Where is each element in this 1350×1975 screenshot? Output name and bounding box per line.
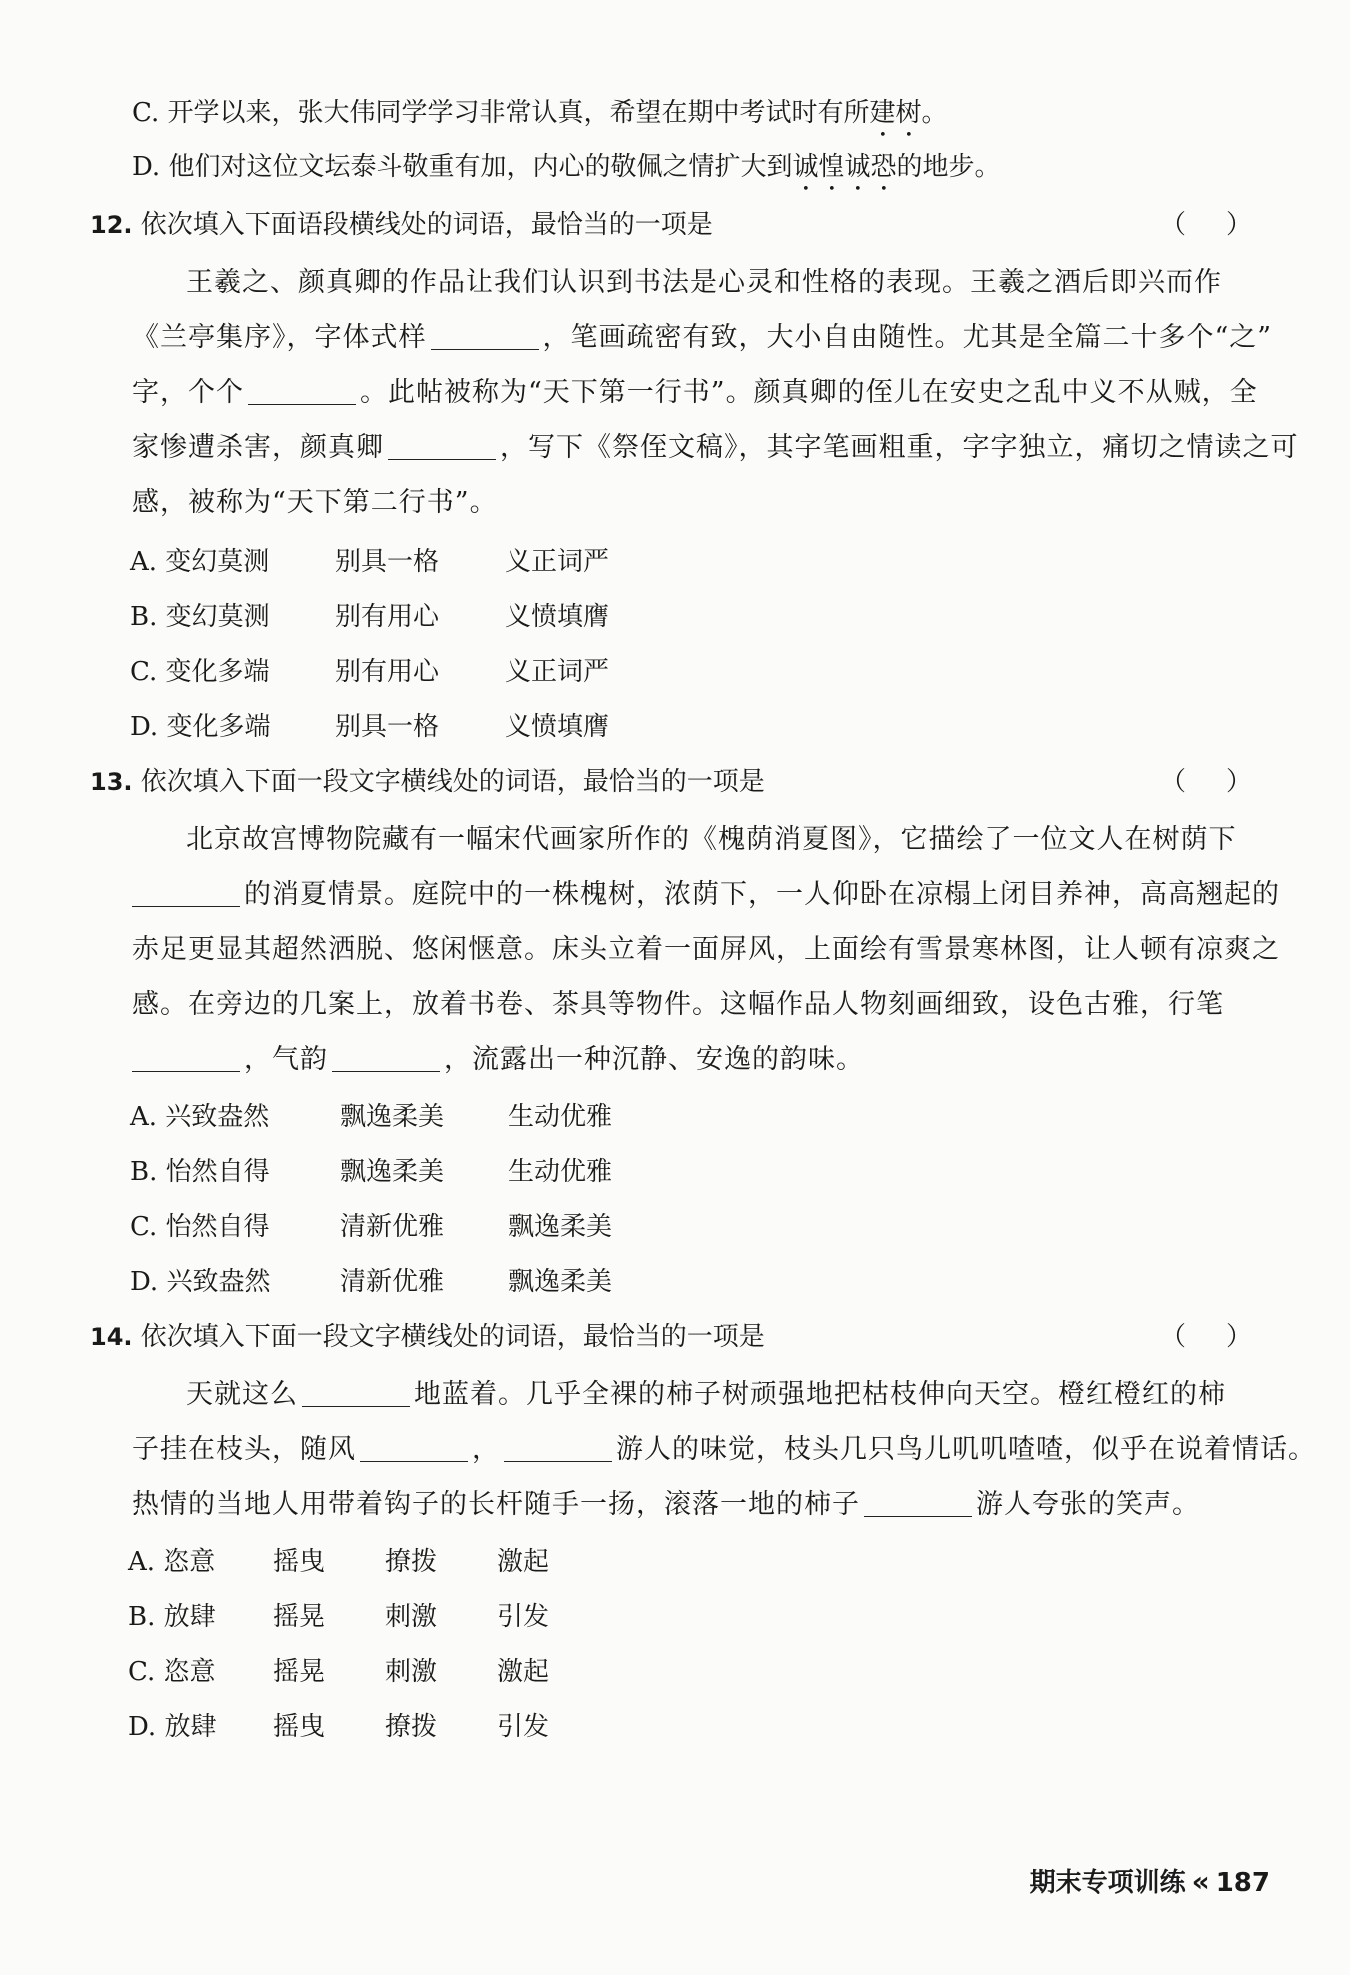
fill-blank[interactable] [431,323,539,350]
text: 字，个个 [132,377,244,408]
option-d[interactable] [128,1710,549,1744]
text: ，流露出一种沉静、安逸的韵味。 [444,1044,864,1075]
text: 。此帖被称为“天下第一行书”。颜真卿的侄儿在安史之乱中义不从贼，全 [360,377,1258,408]
option-text: C. 开学以来，张大伟同学学习非常认真，希望在期中考试时有所 [132,98,870,128]
option-a[interactable] [130,545,609,579]
text: 家惨遭杀害，颜真卿 [132,432,384,463]
text: 游人夸张的笑声。 [976,1489,1200,1520]
option-word: 飘逸柔美 [340,1157,445,1187]
option-a[interactable] [130,1100,612,1134]
option-word: 飘逸柔美 [508,1212,613,1242]
fill-blank[interactable] [864,1490,972,1517]
option-word: C. 怡然自得 [130,1212,270,1242]
option-d[interactable] [130,710,609,744]
fill-blank[interactable] [132,1045,240,1072]
option-b[interactable] [130,600,609,634]
option-word: 刺激 [385,1657,438,1687]
double-chevron-icon: « [1191,1865,1210,1898]
option-text-end: 的地步。 [896,152,1001,182]
option-word: 别具一格 [335,547,440,577]
option-b[interactable] [128,1600,549,1634]
option-word: 飘逸柔美 [508,1267,613,1297]
passage-line [132,310,1272,365]
passage-line: 感，被称为“天下第二行书”。 [132,487,498,518]
text: 热情的当地人用带着钩子的长杆随手一扬，滚落一地的柿子 [132,1489,860,1520]
option-word: 义愤填膺 [505,602,610,632]
text: ， [472,1434,500,1465]
option-c[interactable] [128,1655,549,1689]
option-b[interactable] [130,1155,612,1189]
option-word: 刺激 [385,1602,438,1632]
option-word: 撩拨 [385,1712,438,1742]
option-word: 清新优雅 [340,1267,445,1297]
option-word: 清新优雅 [340,1212,445,1242]
option-word: 引发 [497,1602,550,1632]
option-word: 别有用心 [335,602,440,632]
option-word: 飘逸柔美 [340,1102,445,1132]
option-word: 别具一格 [335,712,440,742]
option-word: 摇曳 [273,1547,326,1577]
passage-line: 感。在旁边的几案上，放着书卷、茶具等物件。这幅作品人物刻画细致，设色古雅，行笔 [132,989,1224,1020]
option-word: 激起 [497,1657,550,1687]
question-text: 依次填入下面一段文字横线处的词语，最恰当的一项是 [140,767,765,797]
option-word: 激起 [497,1547,550,1577]
fill-blank[interactable] [360,1435,468,1462]
option-text: D. 他们对这位文坛泰斗敬重有加，内心的敬佩之情扩大到 [132,152,793,182]
option-word: 义正词严 [505,547,610,577]
option-word: A. 兴致盎然 [130,1102,270,1132]
question-number: 12. [90,211,133,239]
passage-line: 赤足更显其超然洒脱、悠闲惬意。床头立着一面屏风，上面绘有雪景寒林图，让人顿有凉爽之 [132,934,1280,965]
option-word: D. 兴致盎然 [130,1267,271,1297]
option-word: 别有用心 [335,657,440,687]
option-word: B. 怡然自得 [130,1157,270,1187]
option-word: D. 变化多端 [130,712,271,742]
option-word: D. 放肆 [128,1712,217,1742]
dotted-word: 建树 [869,98,922,128]
text: 的消夏情景。庭院中的一株槐树，浓荫下，一人仰卧在凉榻上闭目养神，高高翘起的 [244,879,1280,910]
option-d[interactable] [130,1265,612,1299]
option-word: 生动优雅 [508,1102,613,1132]
option-c[interactable] [130,655,609,689]
option-a[interactable] [128,1545,549,1579]
option-word: 摇晃 [273,1657,326,1687]
question-text: 依次填入下面语段横线处的词语，最恰当的一项是 [140,210,713,240]
question-14-stem [90,1320,765,1354]
option-word: 摇曳 [273,1712,326,1742]
option-word: 生动优雅 [508,1157,613,1187]
question-13-stem [90,765,765,799]
answer-paren[interactable]: （） [1160,1322,1293,1352]
question-12-stem [90,208,713,242]
passage-line [186,1367,1226,1422]
passage-line: 王羲之、颜真卿的作品让我们认识到书法是心灵和性格的表现。王羲之酒后即兴而作 [186,267,1222,298]
text: 天就这么 [186,1379,298,1410]
option-word: 引发 [497,1712,550,1742]
option-word: B. 变幻莫测 [130,602,270,632]
option-word: A. 变幻莫测 [130,547,270,577]
option-word: A. 恣意 [128,1547,216,1577]
text: 《兰亭集序》，字体式样 [132,322,427,353]
answer-paren[interactable]: （） [1160,767,1293,797]
option-word: C. 恣意 [128,1657,216,1687]
fill-blank[interactable] [504,1435,612,1462]
page-number: 187 [1215,1868,1270,1898]
passage-line [132,1422,1316,1477]
option-d-prev [132,150,1000,197]
option-c-prev [132,96,948,143]
question-text: 依次填入下面一段文字横线处的词语，最恰当的一项是 [140,1322,765,1352]
option-word: 摇晃 [273,1602,326,1632]
option-word: 义愤填膺 [505,712,610,742]
option-c[interactable] [130,1210,612,1244]
option-word: C. 变化多端 [130,657,270,687]
dotted-word: 诚惶诚恐 [792,152,897,182]
option-word: B. 放肆 [128,1602,216,1632]
passage-line [132,1477,1200,1532]
fill-blank[interactable] [248,378,356,405]
text: ，气韵 [244,1044,328,1075]
fill-blank[interactable] [302,1380,410,1407]
option-text-end: 。 [921,98,948,128]
text: 地蓝着。几乎全裸的柿子树顽强地把枯枝伸向天空。橙红橙红的柿 [414,1379,1226,1410]
passage-line [132,1032,864,1087]
passage-line [132,867,1280,922]
fill-blank[interactable] [332,1045,440,1072]
answer-paren[interactable]: （） [1160,210,1293,240]
passage-line: 北京故宫博物院藏有一幅宋代画家所作的《槐荫消夏图》，它描绘了一位文人在树荫下 [186,824,1237,855]
question-number: 13. [90,768,133,796]
passage-line [132,365,1258,420]
option-word: 义正词严 [505,657,610,687]
question-number: 14. [90,1323,133,1351]
page-footer [1030,1862,1270,1899]
text: ，写下《祭侄文稿》，其字笔画粗重，字字独立，痛切之情读之可 [500,432,1299,463]
passage-line [132,420,1299,475]
text: ，笔画疏密有致，大小自由随性。尤其是全篇二十多个“之” [542,322,1273,353]
fill-blank[interactable] [388,433,496,460]
footer-title: 期末专项训练 [1029,1868,1186,1898]
text: 子挂在枝头，随风 [132,1434,356,1465]
fill-blank[interactable] [132,880,240,907]
option-word: 撩拨 [385,1547,438,1577]
text: 游人的味觉，枝头几只鸟儿叽叽喳喳，似乎在说着情话。 [616,1434,1316,1465]
